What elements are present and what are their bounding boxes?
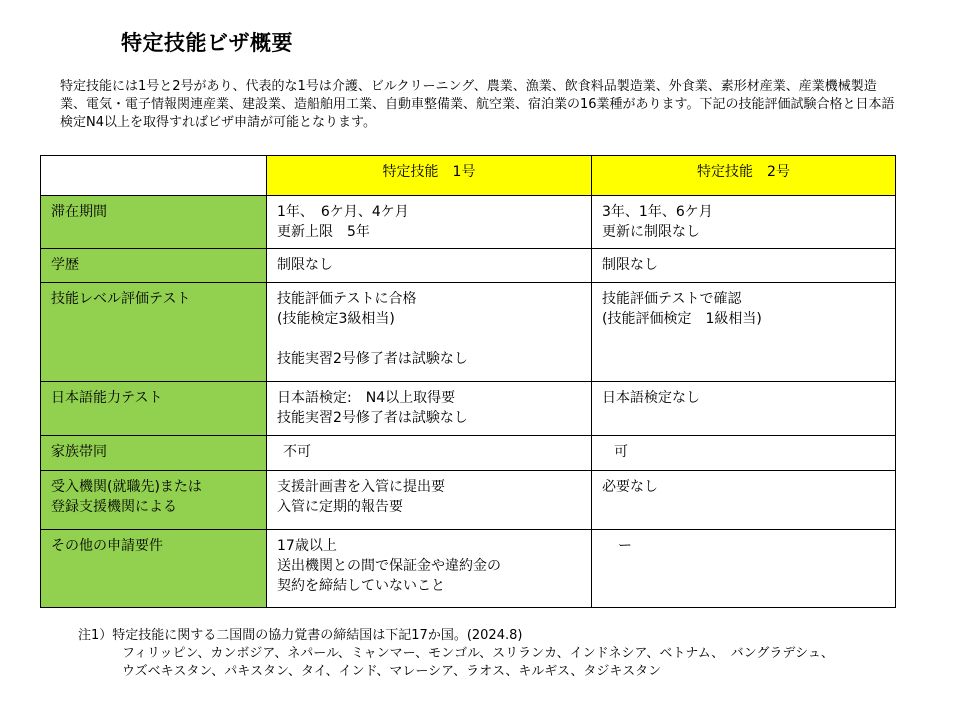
type1-cell: 1年、 6ケ月、4ケ月 更新上限 5年 [267,196,592,249]
type1-cell: 17歳以上 送出機関との間で保証金や違約金の 契約を締結していないこと [267,530,592,608]
type1-cell: 制限なし [267,249,592,283]
type1-cell: 支援計画書を入管に提出要 入管に定期的報告要 [267,471,592,530]
row-label: 滞在期間 [41,196,267,249]
type2-cell: ー [592,530,896,608]
row-label: その他の申請要件 [41,530,267,608]
type1-cell: 日本語検定: N4以上取得要 技能実習2号修了者は試験なし [267,382,592,436]
footnote [78,627,834,681]
table-row [41,283,896,382]
type2-cell: 3年、1年、6ケ月 更新に制限なし [592,196,896,249]
row-label: 学歴 [41,249,267,283]
table-row [41,382,896,436]
visa-comparison-table [40,155,896,608]
row-label: 家族帯同 [41,436,267,471]
header-type1: 特定技能 1号 [267,156,592,196]
country-list-line-1: フィリッピン、カンボジア、ネパール、ミャンマー、モンゴル、スリランカ、インドネシア、ベトナム、 バングラデシュ、 [122,646,834,661]
type1-cell: 技能評価テストに合格 (技能検定3級相当) 技能実習2号修了者は試験なし [267,283,592,382]
table-header-row [41,156,896,196]
table-row [41,249,896,283]
type2-cell: 必要なし [592,471,896,530]
intro-paragraph: 特定技能には1号と2号があり、代表的な1号は介護、ビルクリーニング、農業、漁業、飲食料品製造業、外食業、素形材産業、産業機械製造業、電気・電子情報関連産業、建設業、造船舶用工業、自動車整備業、航空業、宿泊業の16業種があります。下記の技能評価試験合格と日本語検定N4以上を取得すればビザ申請が可能となります。 [60,79,895,130]
type2-cell: 日本語検定なし [592,382,896,436]
type2-cell: 可 [592,436,896,471]
table-row [41,196,896,249]
header-blank-cell [41,156,267,196]
type2-cell: 制限なし [592,249,896,283]
type2-cell: 技能評価テストで確認 (技能評価検定 1級相当) [592,283,896,382]
footnote-title: 注1）特定技能に関する二国間の協力覚書の締結国は下記17か国。(2024.8) [78,628,523,643]
country-list-line-2: ウズベキスタン、パキスタン、タイ、インド、マレーシア、ラオス、キルギス、タジキスタン [122,664,662,679]
table-row [41,530,896,608]
row-label: 日本語能力テスト [41,382,267,436]
row-label: 受入機関(就職先)または 登録支援機関による [41,471,267,530]
table-row [41,471,896,530]
table-row [41,436,896,471]
page-title: 特定技能ビザ概要 [121,31,293,55]
type1-cell: 不可 [267,436,592,471]
header-type2: 特定技能 2号 [592,156,896,196]
row-label: 技能レベル評価テスト [41,283,267,382]
